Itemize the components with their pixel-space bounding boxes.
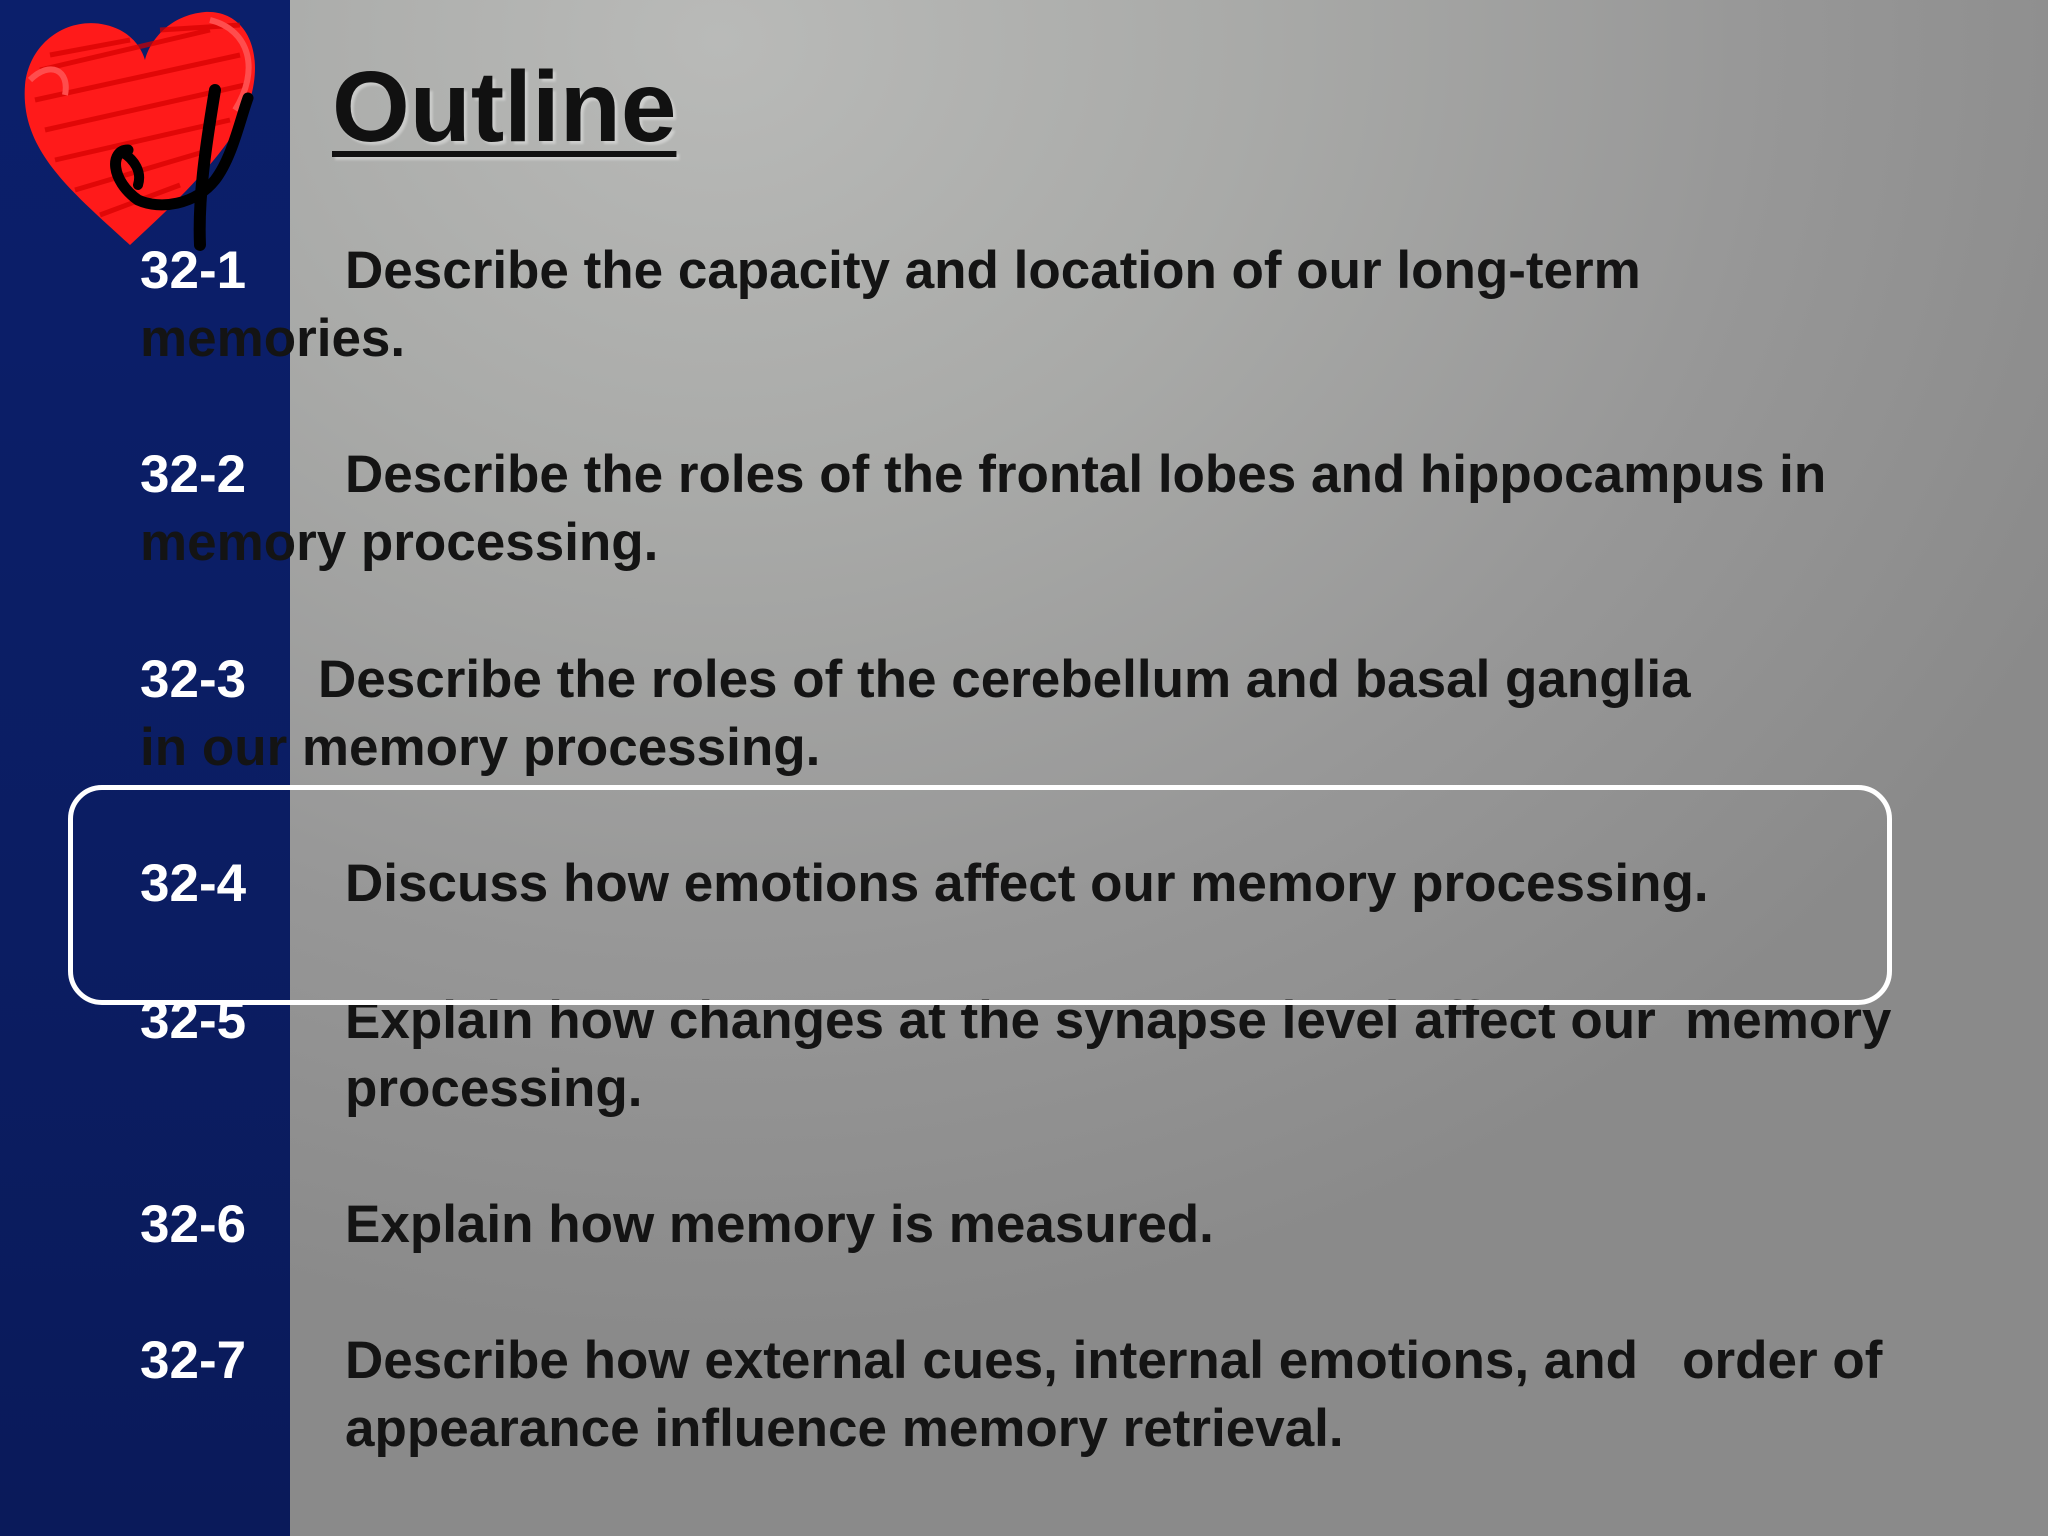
objective-text: Describe the roles of the frontal lobes and hippocampus in <box>345 445 1827 504</box>
objective-text-continued: processing. <box>345 1059 643 1118</box>
objective-number: 32-4 <box>140 854 247 913</box>
heart-icon <box>25 12 255 245</box>
objective-number: 32-3 <box>140 650 247 709</box>
objective-text: Explain how memory is measured. <box>345 1195 1214 1254</box>
objective-text: Describe the capacity and location of our long-term <box>345 241 1641 300</box>
objective-text: Describe the roles of the cerebellum and basal ganglia <box>318 650 1691 709</box>
objective-text-continued: memories. <box>140 309 406 368</box>
objective-text-continued: memory processing. <box>140 513 659 572</box>
objective-number: 32-7 <box>140 1331 247 1390</box>
objective-number: 32-6 <box>140 1195 247 1254</box>
slide-title: Outline <box>332 51 677 163</box>
objective-number: 32-2 <box>140 445 247 504</box>
objective-text-continued: appearance influence memory retrieval. <box>345 1399 1344 1458</box>
heart-psi-logo-icon <box>10 0 270 270</box>
highlight-box <box>68 785 1892 1005</box>
objective-number: 32-1 <box>140 241 247 300</box>
objective-text: Explain how changes at the synapse level affect our memory <box>345 991 1892 1050</box>
objective-text: Describe how external cues, internal emotions, and order of <box>345 1331 1883 1390</box>
objective-text: Discuss how emotions affect our memory processing. <box>345 854 1709 913</box>
objective-number: 32-5 <box>140 991 247 1050</box>
objective-text-continued: in our memory processing. <box>140 718 821 777</box>
